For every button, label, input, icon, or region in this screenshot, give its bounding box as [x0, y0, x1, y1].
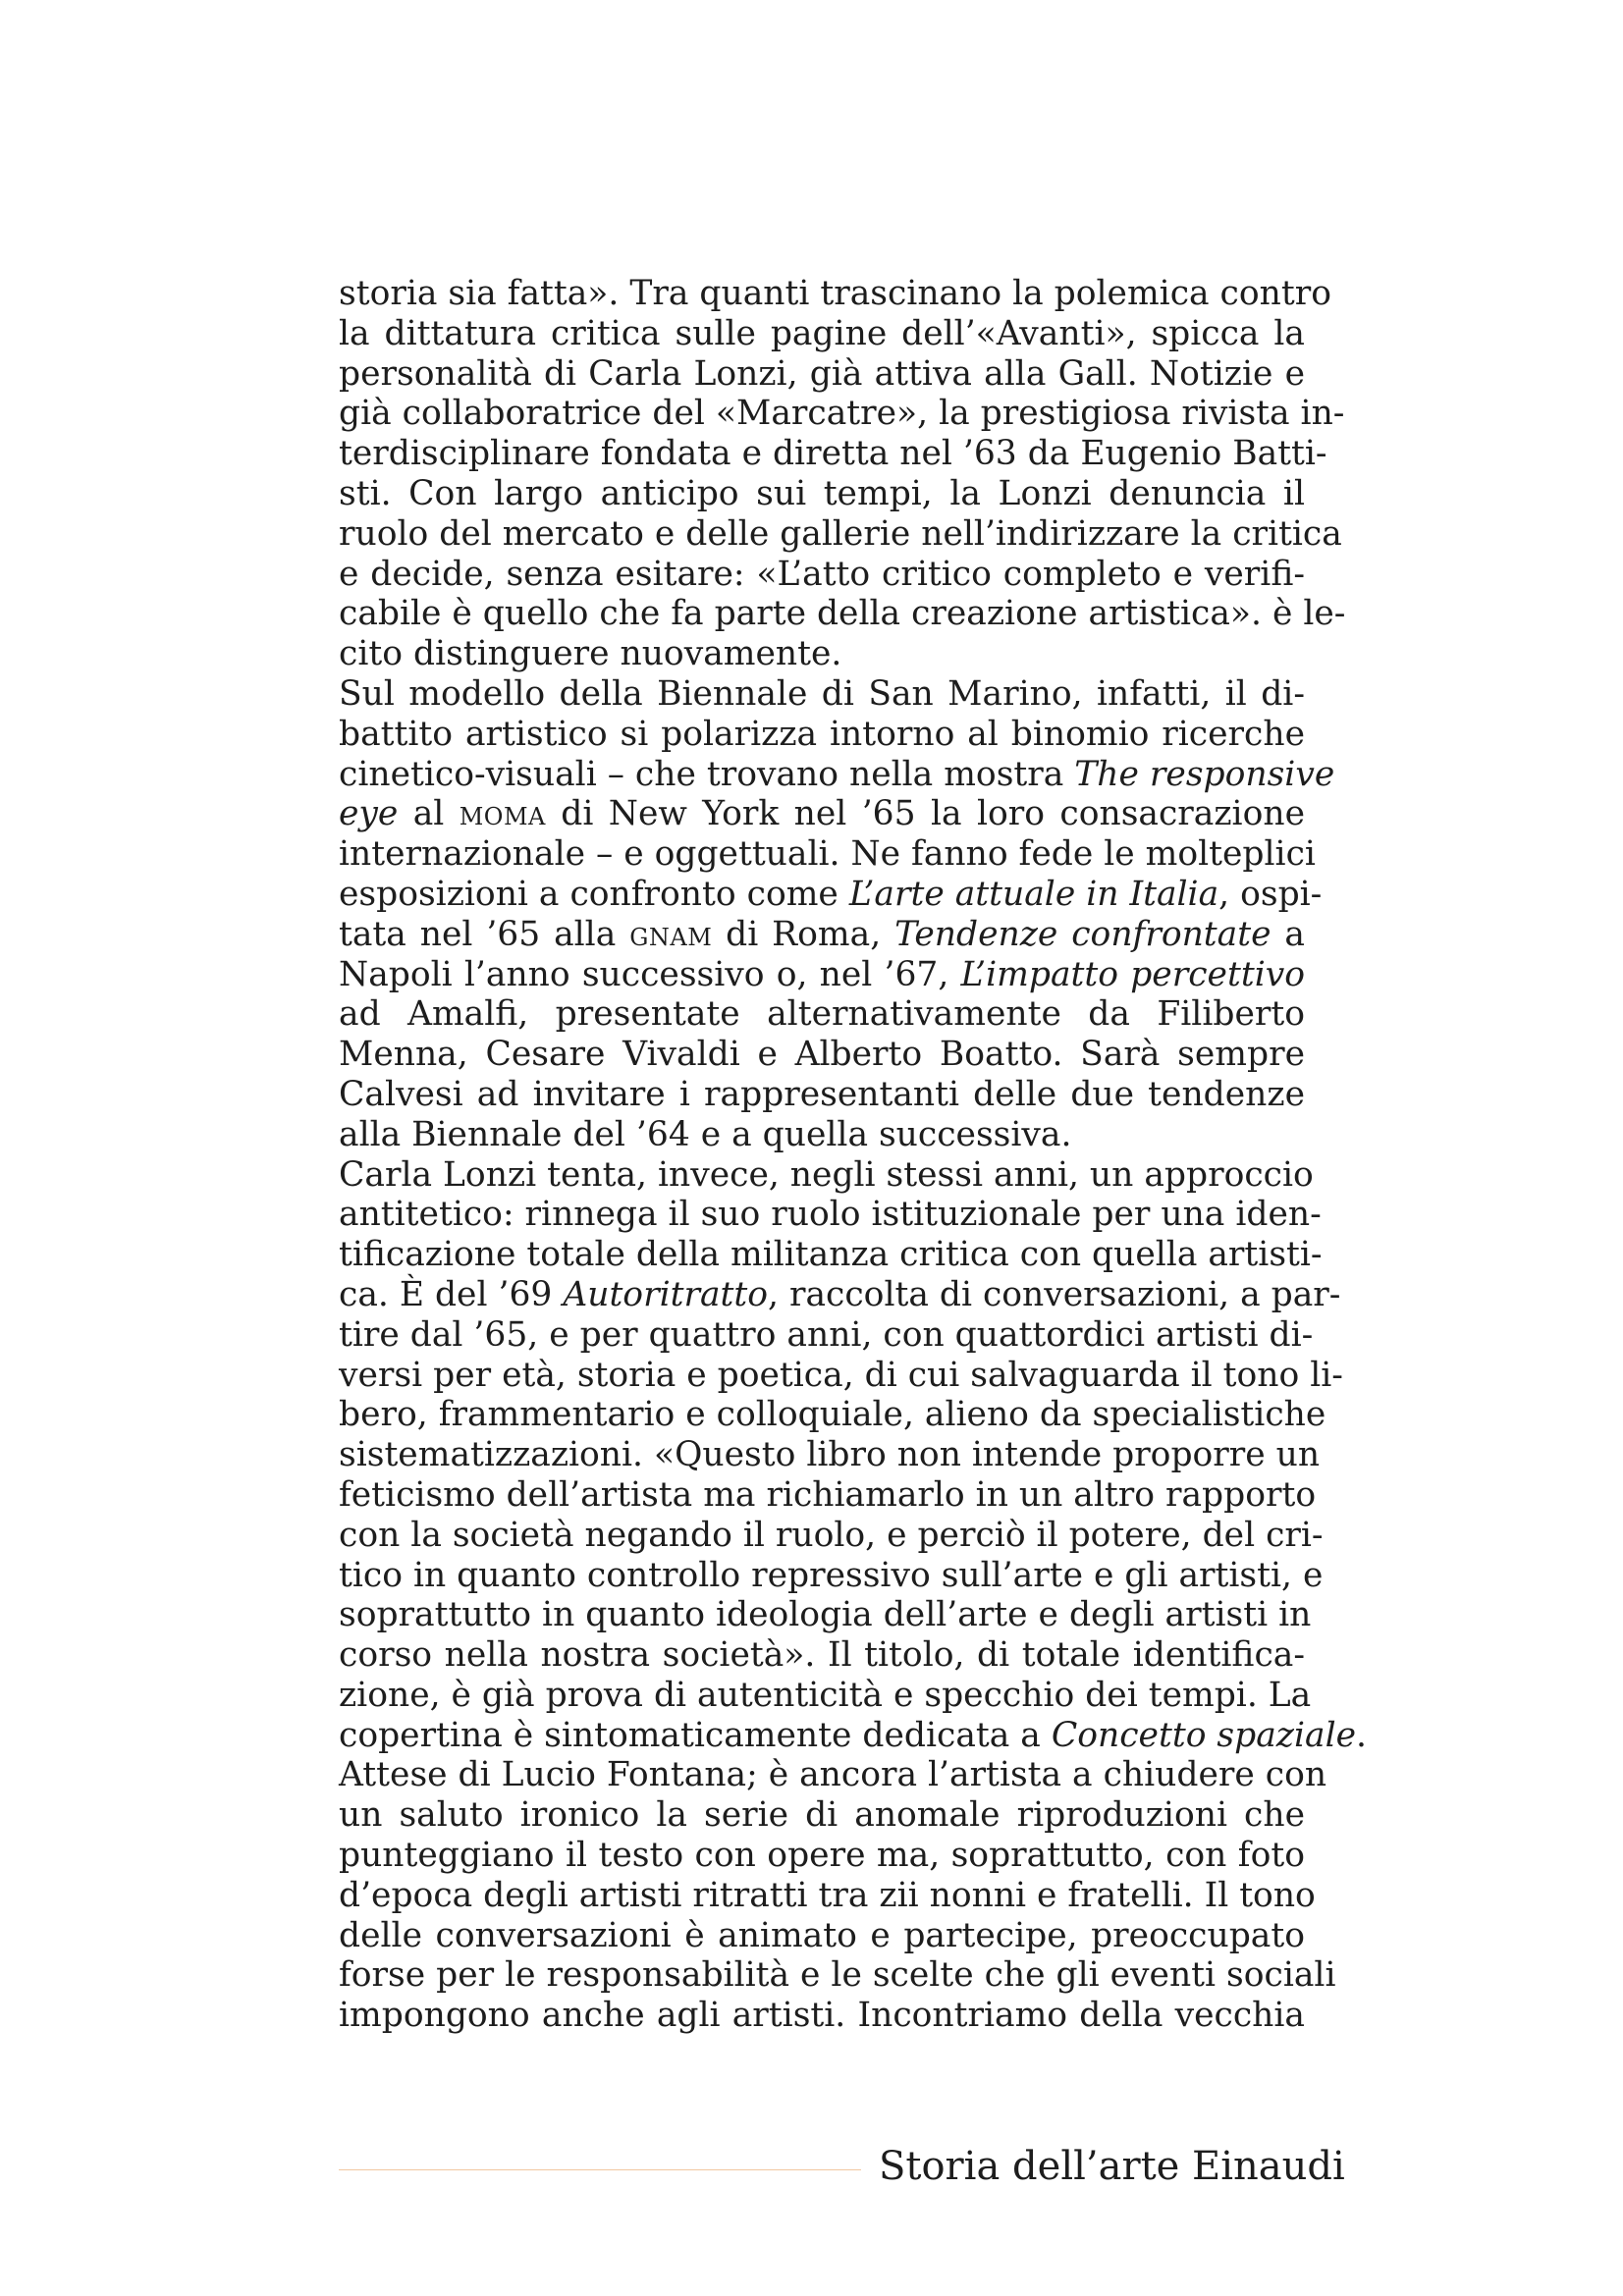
text-line: battito artistico si polarizza intorno al binomio ricerche — [339, 714, 1305, 754]
text-line: soprattutto in quanto ideologia dell’arte e degli artisti in — [339, 1595, 1312, 1635]
text-line: già collaboratrice del «Marcatre», la prestigiosa rivista in- — [339, 394, 1345, 434]
text-line: eye al moma di New York nel ’65 la loro consacrazione — [339, 794, 1305, 834]
text-line: Sul modello della Biennale di San Marino, infatti, il di- — [339, 673, 1305, 714]
text-line: internazionale – e oggettuali. Ne fanno fede le molteplici — [339, 834, 1316, 875]
text-line: storia sia fatta». Tra quanti trascinano la polemica contro — [339, 274, 1331, 313]
text-line: d’epoca degli artisti ritratti tra zii nonni e fratelli. Il tono — [339, 1875, 1316, 1915]
text-line: versi per età, storia e poetica, di cui salvaguarda il tono li- — [339, 1355, 1343, 1395]
text-line: tire dal ’65, e per quattro anni, con quattordici artisti di- — [339, 1314, 1314, 1355]
text-line: personalità di Carla Lonzi, già attiva alla Gall. Notizie e — [339, 353, 1305, 394]
text-line: alla Biennale del ’64 e a quella successiva. — [339, 1114, 1072, 1154]
text-line: sti. Con largo anticipo sui tempi, la Lonzi denuncia il — [339, 473, 1305, 513]
text-line: antitetico: rinnega il suo ruolo istituzionale per una iden- — [339, 1195, 1322, 1235]
text-line: delle conversazioni è animato e partecipe, preoccupato — [339, 1915, 1305, 1955]
text-line: feticismo dell’artista ma richiamarlo in un altro rapporto — [339, 1474, 1317, 1515]
institution-acronym: moma — [459, 794, 546, 834]
text-line: forse per le responsabilità e le scelte che gli eventi sociali — [339, 1955, 1336, 1996]
text-line: sistematizzazioni. «Questo libro non intende proporre un — [339, 1435, 1321, 1475]
text-line: Attese di Lucio Fontana; è ancora l’artista a chiudere con — [339, 1755, 1327, 1795]
text-line: Calvesi ad invitare i rappresentanti delle due tendenze — [339, 1074, 1305, 1114]
exhibition-title: L’arte attuale in Italia — [848, 874, 1219, 914]
text-line: copertina è sintomaticamente dedicata a Concetto spaziale. — [339, 1715, 1367, 1755]
text-line: esposizioni a confronto come L’arte attuale in Italia, ospi- — [339, 874, 1323, 914]
text-line: punteggiano il testo con opere ma, soprattutto, con foto — [339, 1836, 1305, 1876]
text-line: con la società negando il ruolo, e perciò il potere, del cri- — [339, 1515, 1324, 1555]
text-line: corso nella nostra società». Il titolo, di totale identifica- — [339, 1635, 1305, 1676]
text-line: ca. È del ’69 Autoritratto, raccolta di conversazioni, a par- — [339, 1274, 1341, 1314]
text-line: tificazione totale della militanza critica con quella artisti- — [339, 1235, 1323, 1275]
text-line: cinetico-visuali – che trovano nella mostra The responsive — [339, 754, 1335, 794]
exhibition-title: Tendenze confrontate — [894, 914, 1271, 954]
text-line: tico in quanto controllo repressivo sull’arte e gli artisti, e — [339, 1555, 1324, 1595]
text-line: impongono anche agli artisti. Incontriamo della vecchia — [339, 1996, 1305, 2036]
text-line: terdisciplinare fondata e diretta nel ’63 da Eugenio Batti- — [339, 434, 1327, 474]
text-line: Napoli l’anno successivo o, nel ’67, L’impatto percettivo — [339, 954, 1305, 994]
book-title: Autoritratto — [563, 1274, 769, 1314]
artwork-title: eye — [339, 794, 399, 834]
artwork-title: The responsive — [1074, 754, 1335, 794]
text-line: tata nel ’65 alla gnam di Roma, Tendenze confrontate a — [339, 914, 1305, 954]
text-line: zione, è già prova di autenticità e specchio dei tempi. La — [339, 1675, 1312, 1715]
text-line: Menna, Cesare Vivaldi e Alberto Boatto. Sarà sempre — [339, 1035, 1305, 1075]
text-line: bero, frammentario e colloquiale, alieno da specialistiche — [339, 1395, 1326, 1435]
text-line: e decide, senza esitare: «L’atto critico completo e verifi- — [339, 554, 1305, 594]
text-line: ruolo del mercato e delle gallerie nell’indirizzare la critica — [339, 513, 1342, 554]
text-line: la dittatura critica sulle pagine dell’«Avanti», spicca la — [339, 313, 1305, 353]
text-line: cabile è quello che fa parte della creazione artistica». è le- — [339, 594, 1346, 634]
artwork-title: Concetto spaziale — [1051, 1715, 1357, 1755]
institution-acronym: gnam — [629, 914, 713, 954]
text-line: Carla Lonzi tenta, invece, negli stessi anni, un approccio — [339, 1154, 1314, 1195]
running-footer-title: Storia dell’arte Einaudi — [879, 2144, 1345, 2189]
text-line: ad Amalfi, presentate alternativamente da Filiberto — [339, 994, 1305, 1035]
body-text — [339, 274, 1367, 2036]
footer-divider — [339, 2169, 861, 2170]
text-line: un saluto ironico la serie di anomale riproduzioni che — [339, 1795, 1305, 1836]
exhibition-title: L’impatto percettivo — [960, 954, 1305, 994]
text-line: cito distinguere nuovamente. — [339, 634, 842, 674]
